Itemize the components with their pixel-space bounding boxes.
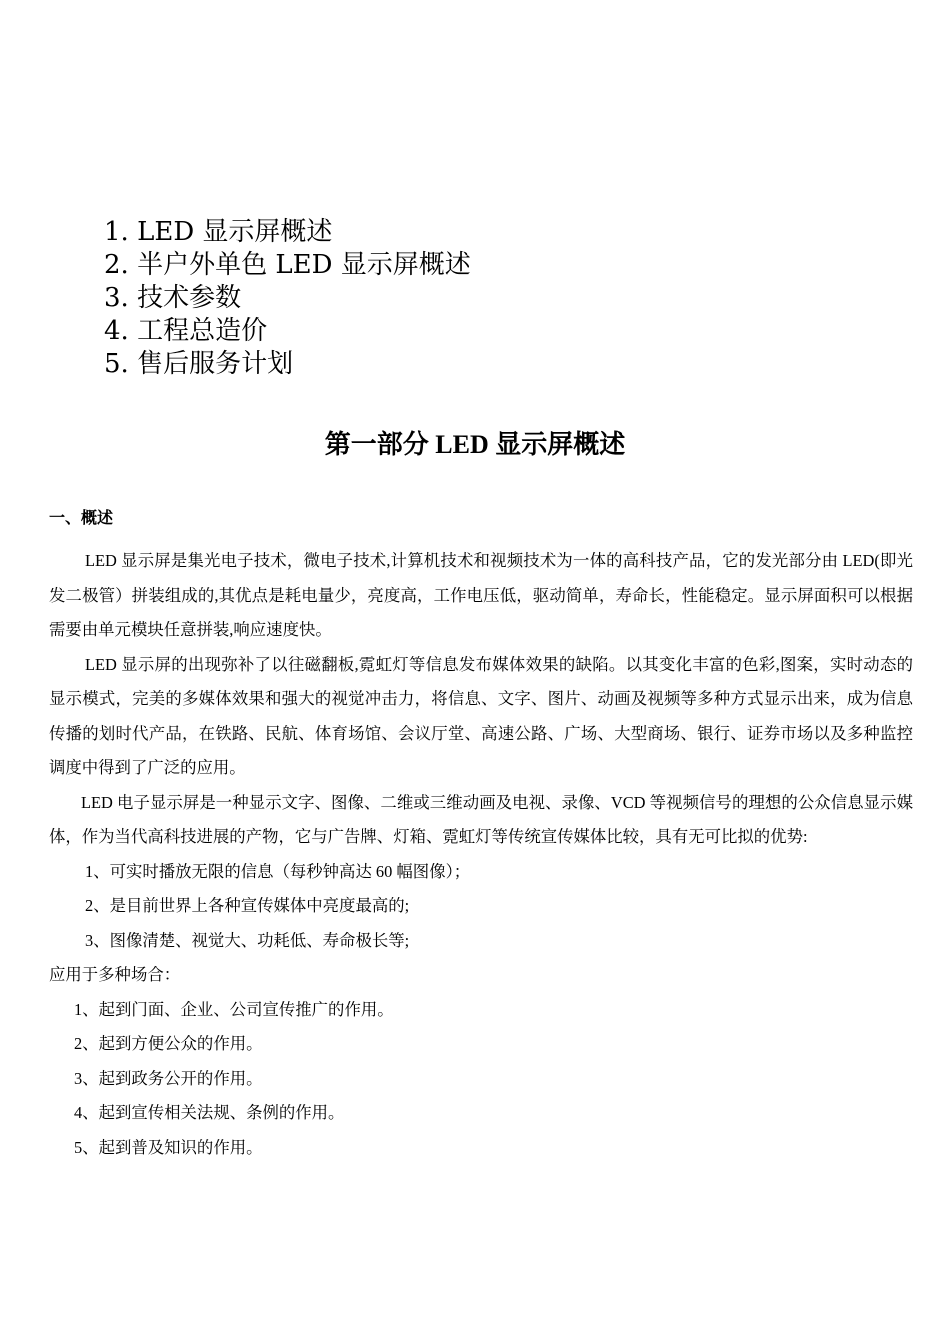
advantage-item: 3、图像清楚、视觉大、功耗低、寿命极长等; (85, 930, 410, 950)
uses-intro: 应用于多种场合： (49, 965, 181, 984)
paragraph: LED 显示屏是集光电子技术，微电子技术,计算机技术和视频技术为一体的高科技产品，它的发光部分由 LED(即光发二极管）拼装组成的,其优点是耗电量少，亮度高，工作电压低，驱动简单，寿命长，性能稳定。显示屏面积可以根据需要由单元模块任意拼装,响应速度快。 (49, 551, 913, 639)
advantage-item: 1、可实时播放无限的信息（每秒钟高达 60 幅图像）； (85, 861, 471, 881)
use-item: 4、起到宣传相关法规、条例的作用。 (74, 1103, 345, 1122)
toc-item: 1. LED 显示屏概述 (104, 217, 333, 247)
section-body (49, 544, 913, 1165)
use-item: 1、起到门面、企业、公司宣传推广的作用。 (74, 999, 394, 1019)
paragraph: LED 电子显示屏是一种显示文字、图像、二维或三维动画及电视、录像、VCD 等视频信号的理想的公众信息显示媒体，作为当代高科技进展的产物，它与广告牌、灯箱、霓虹灯等传统宣传媒体比较，具有无可比拟的优势: (49, 792, 913, 846)
toc-item: 3. 技术参数 (104, 283, 242, 313)
use-item: 3、起到政务公开的作用。 (74, 1068, 263, 1088)
advantage-item: 2、是目前世界上各种宣传媒体中亮度最高的; (85, 896, 410, 915)
paragraph: LED 显示屏的出现弥补了以往磁翻板,霓虹灯等信息发布媒体效果的缺陷。以其变化丰富的色彩,图案，实时动态的显示模式，完美的多媒体效果和强大的视觉冲击力，将信息、文字、图片、动画及视频等多种方式显示出来，成为信息传播的划时代产品，在铁路、民航、体育场馆、会议厅堂、高速公路、广场、大型商场、银行、证券市场以及多种监控调度中得到了广泛的应用。 (49, 654, 913, 777)
use-item: 5、起到普及知识的作用。 (74, 1137, 263, 1157)
part-title: 第一部分 LED 显示屏概述 (324, 430, 626, 459)
table-of-contents (104, 216, 471, 381)
use-item: 2、起到方便公众的作用。 (74, 1034, 263, 1053)
toc-item: 5. 售后服务计划 (104, 349, 294, 379)
toc-item: 4. 工程总造价 (104, 316, 268, 346)
toc-item: 2. 半户外单色 LED 显示屏概述 (104, 250, 471, 280)
section-heading: 一、概述 (49, 510, 114, 527)
